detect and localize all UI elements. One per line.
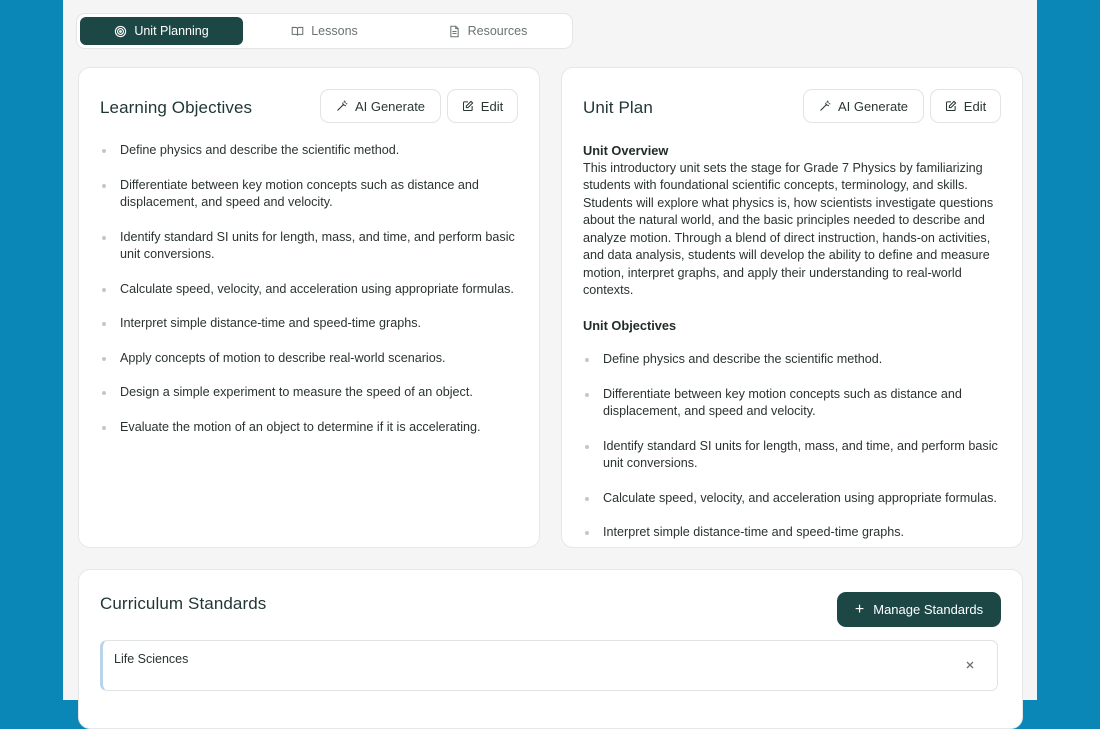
target-icon bbox=[114, 25, 127, 38]
tab-resources[interactable] bbox=[406, 17, 569, 45]
unit-objectives-list bbox=[583, 351, 1003, 542]
unit-overview-heading: Unit Overview bbox=[583, 143, 669, 158]
list-item: Identify standard SI units for length, mass, and time, and perform basic unit conversions. bbox=[583, 438, 1003, 473]
learning-objectives-list bbox=[100, 142, 520, 453]
unit-overview-text: This introductory unit sets the stage for Grade 7 Physics by familiarizing students with foundational scientific concepts, terminology, and skills. Students will explore what physics is, how scientists investigate questions about the natural world, and the basic principles needed to describe and analyze motion. Through a blend of direct instruction, hands-on activities, and data analysis, students will develop the ability to define and measure motion, interpret graphs, and apply their understanding to real-world contexts. bbox=[583, 160, 994, 297]
curriculum-standards-card bbox=[78, 569, 1023, 729]
standard-item bbox=[100, 640, 998, 691]
list-item: Identify standard SI units for length, mass, and time, and perform basic unit conversions. bbox=[100, 229, 520, 264]
ai-generate-button[interactable] bbox=[320, 89, 441, 123]
list-item: Define physics and describe the scientific method. bbox=[583, 351, 1003, 369]
ai-generate-label: AI Generate bbox=[354, 98, 426, 114]
magic-wand-icon bbox=[819, 100, 831, 112]
list-item: Differentiate between key motion concepts such as distance and displacement, and speed and velocity. bbox=[583, 386, 1003, 421]
edit-icon bbox=[462, 100, 474, 112]
tab-label: Lessons bbox=[311, 24, 358, 38]
plus-icon: + bbox=[854, 600, 865, 618]
list-item: Calculate speed, velocity, and acceleration using appropriate formulas. bbox=[100, 281, 520, 299]
edit-label: Edit bbox=[480, 98, 504, 114]
list-item: Interpret simple distance-time and speed-time graphs. bbox=[583, 524, 1003, 542]
document-icon bbox=[448, 25, 461, 38]
learning-objectives-title: Learning Objectives bbox=[100, 98, 253, 117]
edit-icon bbox=[945, 100, 957, 112]
main-page bbox=[63, 0, 1037, 700]
manage-standards-button[interactable] bbox=[837, 592, 1001, 627]
list-item: Define physics and describe the scientific method. bbox=[100, 142, 520, 160]
close-icon[interactable] bbox=[963, 658, 977, 672]
tab-unit-planning[interactable] bbox=[80, 17, 243, 45]
unit-plan-card bbox=[561, 67, 1023, 548]
unit-plan-title: Unit Plan bbox=[583, 98, 653, 117]
magic-wand-icon bbox=[336, 100, 348, 112]
curriculum-standards-title: Curriculum Standards bbox=[100, 594, 267, 613]
list-item: Evaluate the motion of an object to determine if it is accelerating. bbox=[100, 419, 520, 437]
list-item: Interpret simple distance-time and speed-time graphs. bbox=[100, 315, 520, 333]
tab-bar bbox=[76, 13, 573, 49]
edit-label: Edit bbox=[963, 98, 987, 114]
ai-generate-label: AI Generate bbox=[837, 98, 909, 114]
edit-button[interactable] bbox=[447, 89, 518, 123]
ai-generate-button[interactable] bbox=[803, 89, 924, 123]
list-item: Calculate speed, velocity, and acceleration using appropriate formulas. bbox=[583, 490, 1003, 508]
tab-label: Unit Planning bbox=[134, 24, 209, 38]
book-icon bbox=[291, 25, 304, 38]
unit-objectives-heading: Unit Objectives bbox=[583, 317, 677, 333]
standard-label: Life Sciences bbox=[114, 652, 189, 666]
edit-button[interactable] bbox=[930, 89, 1001, 123]
list-item: Design a simple experiment to measure the speed of an object. bbox=[100, 384, 520, 402]
unit-plan-content[interactable] bbox=[583, 142, 1003, 539]
manage-standards-label: Manage Standards bbox=[873, 602, 984, 617]
tab-label: Resources bbox=[467, 24, 528, 38]
list-item: Differentiate between key motion concepts such as distance and displacement, and speed and velocity. bbox=[100, 177, 520, 212]
learning-objectives-card bbox=[78, 67, 540, 548]
list-item: Apply concepts of motion to describe real-world scenarios. bbox=[100, 350, 520, 368]
tab-lessons[interactable] bbox=[243, 17, 406, 45]
